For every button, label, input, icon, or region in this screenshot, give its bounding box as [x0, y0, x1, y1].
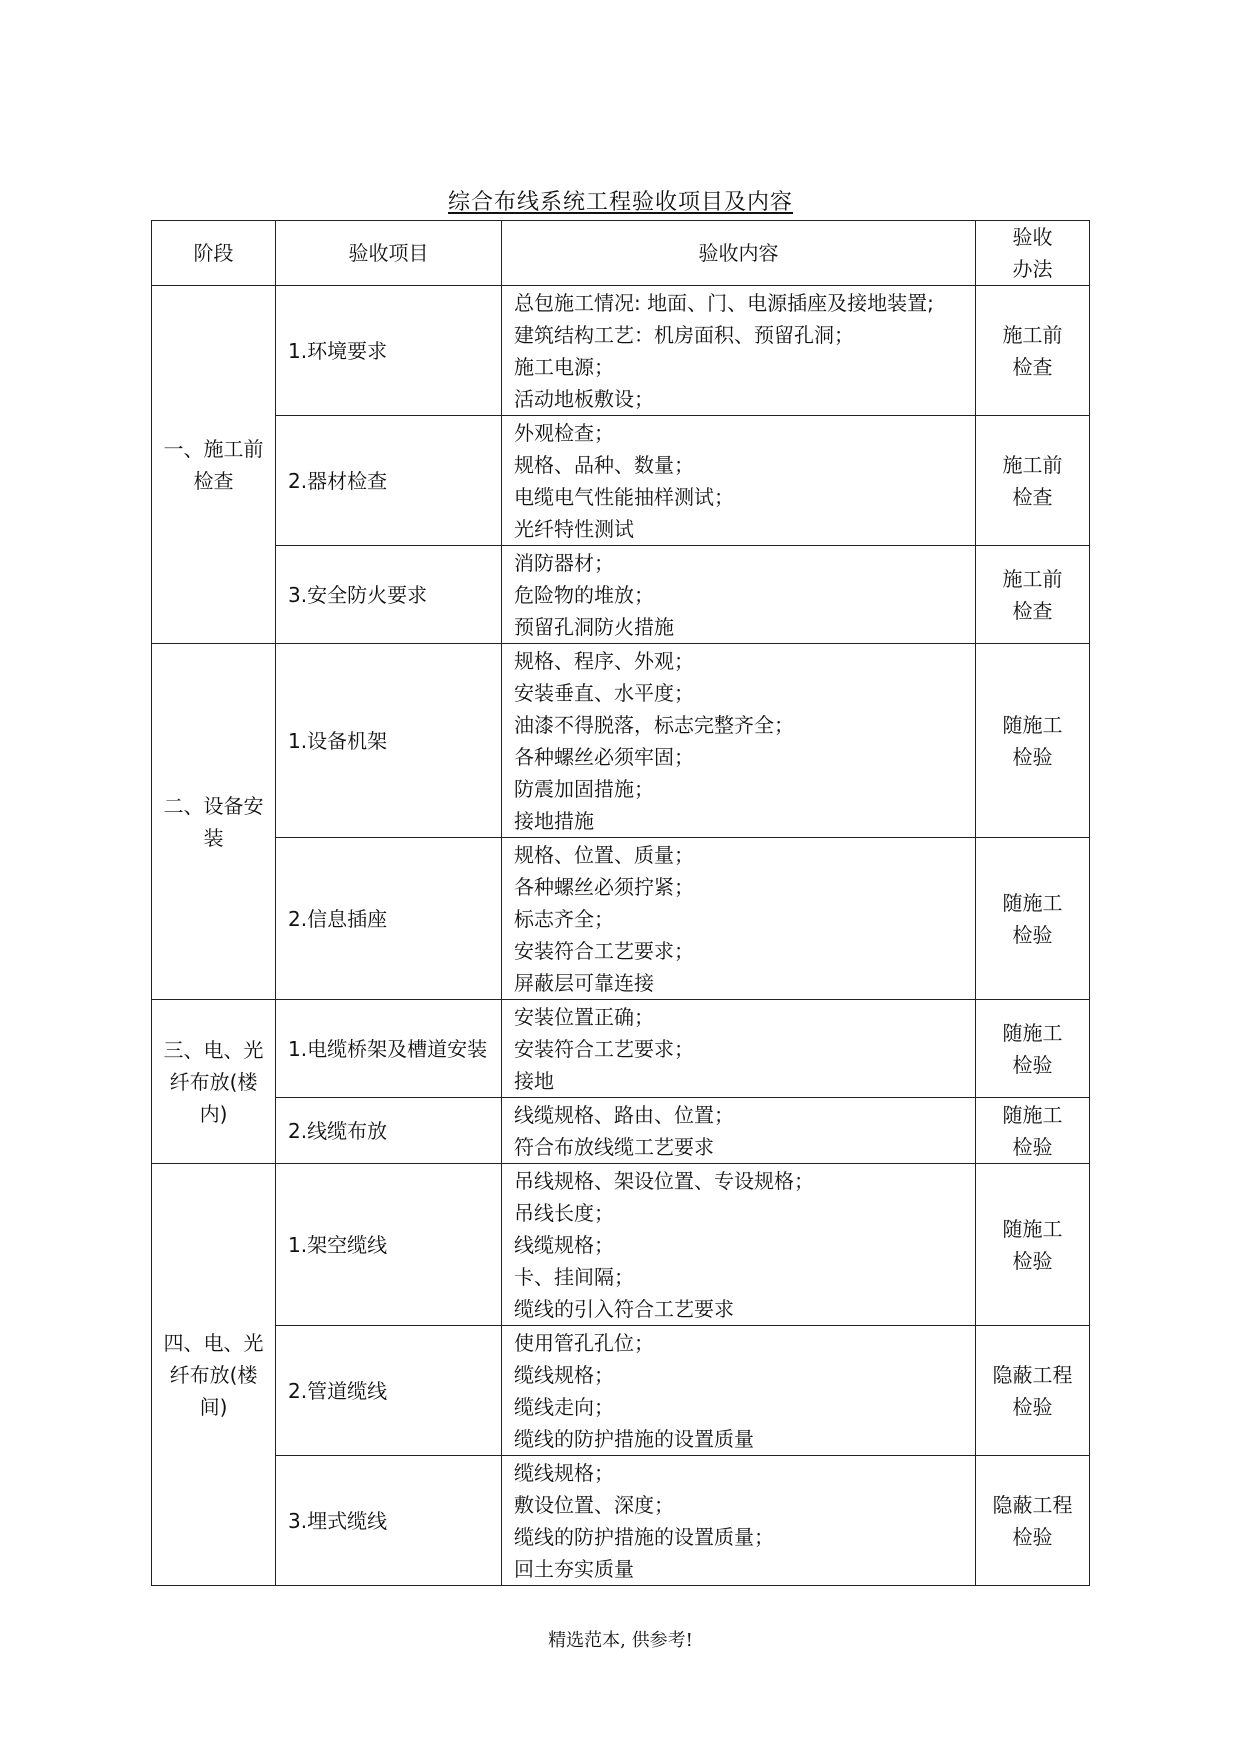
content-line: 各种螺丝必须拧紧； — [514, 874, 694, 899]
table-row — [152, 838, 1090, 1000]
content-line: 预留孔洞防火措施 — [514, 614, 674, 639]
content-line: 光纤特性测试 — [514, 516, 634, 541]
content-line: 规格、品种、数量； — [514, 452, 694, 477]
method-cell — [976, 416, 1090, 546]
content-line: 缆线规格； — [514, 1362, 614, 1387]
item-cell: 3.安全防火要求 — [276, 546, 502, 644]
method-line: 隐蔽工程 — [992, 1492, 1073, 1517]
method-line: 检验 — [1012, 1134, 1053, 1159]
stage-cell: 一、施工前检查 — [152, 286, 276, 644]
content-line: 活动地板敷设； — [514, 386, 654, 411]
item-cell: 2.信息插座 — [276, 838, 502, 1000]
method-line: 检查 — [1012, 484, 1053, 509]
stage-cell: 三、电、光纤布放(楼内) — [152, 1000, 276, 1164]
content-line: 缆线走向； — [514, 1394, 614, 1419]
content-line: 安装垂直、水平度； — [514, 680, 694, 705]
content-line: 消防器材； — [514, 550, 614, 575]
method-line: 检验 — [1012, 744, 1053, 769]
method-line: 检验 — [1012, 1052, 1053, 1077]
item-cell: 2.管道缆线 — [276, 1326, 502, 1456]
table-row — [152, 1326, 1090, 1456]
table-header-row — [152, 221, 1090, 286]
header-item: 验收项目 — [276, 221, 502, 286]
footer-note: 精选范本, 供参考! — [548, 1630, 693, 1651]
method-line: 随施工 — [1002, 890, 1063, 915]
item-cell: 2.线缆布放 — [276, 1098, 502, 1164]
method-line: 随施工 — [1002, 1102, 1063, 1127]
method-line: 检验 — [1012, 1524, 1053, 1549]
method-line: 随施工 — [1002, 1216, 1063, 1241]
content-line: 建筑结构工艺：机房面积、预留孔洞； — [514, 322, 854, 347]
content-cell — [502, 1326, 976, 1456]
header-method-line: 办法 — [1012, 257, 1053, 281]
content-line: 总包施工情况: 地面、门、电源插座及接地装置; — [514, 290, 934, 315]
content-line: 防震加固措施； — [514, 776, 654, 801]
content-line: 油漆不得脱落，标志完整齐全； — [514, 712, 794, 737]
method-line: 检验 — [1012, 1248, 1053, 1273]
content-cell — [502, 1098, 976, 1164]
method-line: 检验 — [1012, 1394, 1053, 1419]
method-cell — [976, 546, 1090, 644]
table-row — [152, 644, 1090, 838]
content-line: 安装符合工艺要求； — [514, 938, 694, 963]
content-line: 吊线规格、架设位置、专设规格； — [514, 1168, 814, 1193]
content-line: 接地 — [514, 1068, 554, 1093]
method-cell — [976, 1164, 1090, 1326]
content-line: 吊线长度； — [514, 1200, 614, 1225]
content-line: 标志齐全； — [514, 906, 614, 931]
content-line: 卡、挂间隔； — [514, 1264, 634, 1289]
content-cell — [502, 286, 976, 416]
content-line: 规格、程序、外观； — [514, 648, 694, 673]
method-cell — [976, 286, 1090, 416]
table-row — [152, 1164, 1090, 1326]
item-cell: 2.器材检查 — [276, 416, 502, 546]
table-row — [152, 546, 1090, 644]
method-line: 隐蔽工程 — [992, 1362, 1073, 1387]
method-line: 施工前 — [1002, 322, 1063, 347]
method-line: 检验 — [1012, 922, 1053, 947]
method-line: 施工前 — [1002, 452, 1063, 477]
method-cell — [976, 644, 1090, 838]
content-line: 缆线的防护措施的设置质量； — [514, 1524, 774, 1549]
content-line: 缆线规格； — [514, 1460, 614, 1485]
item-cell: 1.电缆桥架及槽道安装 — [276, 1000, 502, 1098]
content-line: 接地措施 — [514, 808, 594, 833]
method-line: 施工前 — [1002, 566, 1063, 591]
content-line: 各种螺丝必须牢固； — [514, 744, 694, 769]
method-line: 随施工 — [1002, 712, 1063, 737]
content-cell — [502, 1456, 976, 1586]
content-line: 危险物的堆放； — [514, 582, 654, 607]
content-cell — [502, 1164, 976, 1326]
content-line: 使用管孔孔位； — [514, 1330, 654, 1355]
content-cell — [502, 838, 976, 1000]
header-content: 验收内容 — [502, 221, 976, 286]
table-row — [152, 1456, 1090, 1586]
content-line: 回土夯实质量 — [514, 1556, 634, 1581]
method-cell — [976, 1326, 1090, 1456]
content-line: 线缆规格； — [514, 1232, 614, 1257]
method-cell — [976, 838, 1090, 1000]
content-line: 缆线的防护措施的设置质量 — [514, 1426, 754, 1451]
content-line: 安装位置正确； — [514, 1004, 654, 1029]
header-method — [976, 221, 1090, 286]
content-cell — [502, 1000, 976, 1098]
header-method-line: 验收 — [1012, 225, 1053, 249]
content-cell — [502, 546, 976, 644]
table-row — [152, 286, 1090, 416]
stage-cell: 二、设备安装 — [152, 644, 276, 1000]
content-line: 电缆电气性能抽样测试； — [514, 484, 734, 509]
content-line: 屏蔽层可靠连接 — [514, 970, 654, 995]
table-row — [152, 416, 1090, 546]
method-line: 随施工 — [1002, 1020, 1063, 1045]
document-title: 综合布线系统工程验收项目及内容 — [447, 190, 793, 215]
item-cell: 1.设备机架 — [276, 644, 502, 838]
table-body — [152, 286, 1090, 1586]
acceptance-table — [151, 220, 1090, 1586]
method-cell — [976, 1456, 1090, 1586]
content-line: 线缆规格、路由、位置； — [514, 1102, 734, 1127]
content-line: 符合布放线缆工艺要求 — [514, 1134, 714, 1159]
method-line: 检查 — [1012, 598, 1053, 623]
content-line: 缆线的引入符合工艺要求 — [514, 1296, 734, 1321]
content-line: 安装符合工艺要求； — [514, 1036, 694, 1061]
content-line: 外观检查； — [514, 420, 614, 445]
table-row — [152, 1098, 1090, 1164]
content-line: 施工电源； — [514, 354, 614, 379]
content-line: 敷设位置、深度； — [514, 1492, 674, 1517]
method-cell — [976, 1000, 1090, 1098]
header-stage: 阶段 — [152, 221, 276, 286]
stage-cell: 四、电、光纤布放(楼间) — [152, 1164, 276, 1586]
item-cell: 1.架空缆线 — [276, 1164, 502, 1326]
method-line: 检查 — [1012, 354, 1053, 379]
item-cell: 3.埋式缆线 — [276, 1456, 502, 1586]
content-cell — [502, 416, 976, 546]
item-cell: 1.环境要求 — [276, 286, 502, 416]
content-line: 规格、位置、质量； — [514, 842, 694, 867]
method-cell — [976, 1098, 1090, 1164]
table-row — [152, 1000, 1090, 1098]
content-cell — [502, 644, 976, 838]
